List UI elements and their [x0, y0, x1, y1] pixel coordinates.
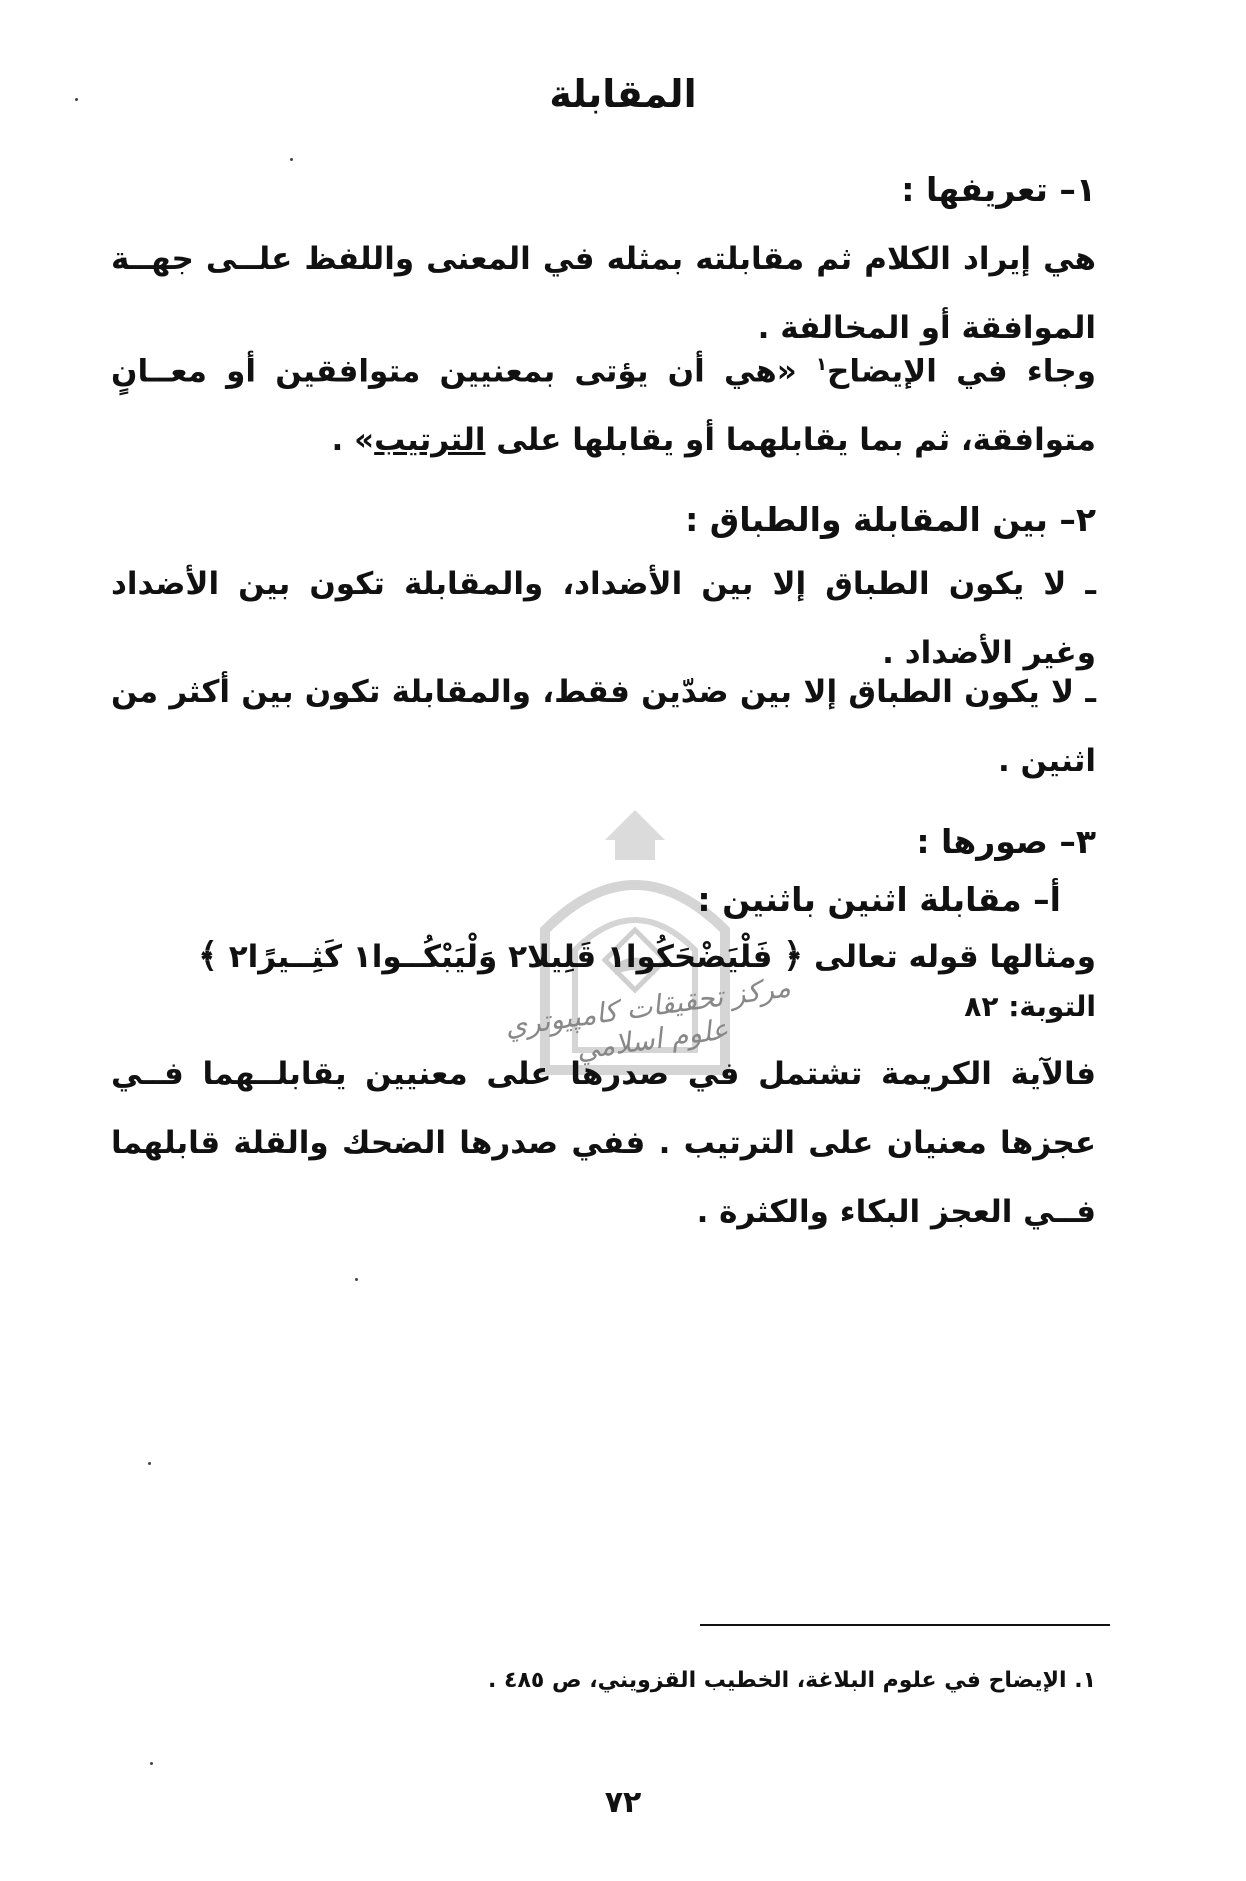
section-2-item-1: ـ لا يكون الطباق إلا بين الأضداد، والمقابلة تكون بين الأضداد وغير الأضداد .: [111, 566, 1096, 671]
scan-speck: [290, 158, 293, 161]
page-title: المقابلة: [549, 72, 697, 116]
watermark-text: مركز تحقيقات كامپيوتري علوم اسلامي: [502, 970, 793, 1067]
section-3-subheading: أ– مقابلة اثنين باثنين :: [697, 880, 1061, 919]
example-line: [198, 935, 1096, 976]
p2-intro: وجاء في الإيضاح: [827, 353, 1097, 390]
section-1-heading: ١– تعريفها :: [901, 170, 1096, 209]
section-2-item-2: ـ لا يكون الطباق إلا بين ضدّين فقط، والمقابلة تكون بين أكثر من اثنين .: [111, 674, 1096, 779]
section-1-paragraph-2: [111, 330, 1096, 475]
p2-end: » .: [331, 422, 375, 459]
section-3-heading: ٣– صورها :: [916, 822, 1096, 861]
footnote-ref: ١: [816, 354, 828, 375]
footnote: ١. الإيضاح في علوم البلاغة، الخطيب القزويني، ص ٤٨٥ .: [488, 1668, 1096, 1693]
verse-open-bracket: ﴿: [783, 936, 804, 976]
example-intro: ومثالها قوله تعالى: [813, 939, 1096, 975]
section-3-explanation: فالآية الكريمة تشتمل في صدرها على معنيين يقابلــهما فــي عجزها معنيان على الترتيب . ففي صدرها الضحك والقلة قابلهما فــي العجز البكاء والكثرة .: [111, 1056, 1096, 1230]
page-number: ٧٢: [604, 1785, 642, 1820]
scan-speck: [150, 1762, 153, 1765]
scan-speck: [355, 1278, 358, 1281]
quran-verse: فَلْيَضْحَكُوا١ قَلِيلا٢ وَلْيَبْكُــوا١ كَثِــيرًا٢: [228, 939, 773, 975]
section-2-heading: ٢– بين المقابلة والطباق :: [685, 500, 1096, 539]
p2-underlined-word: الترتيب: [374, 422, 486, 459]
p2-quote: «هي أن يؤتى بمعنيين متوافقين أو معــانٍ متوافقة، ثم بما يقابلهما أو يقابلها على: [111, 353, 1096, 459]
footnote-divider: [700, 1624, 1110, 1626]
section-1-paragraph-1: هي إيراد الكلام ثم مقابلته بمثله في المعنى واللفظ علــى جهــة الموافقة أو المخالفة .: [111, 241, 1096, 346]
scan-speck: [75, 98, 78, 101]
scan-speck: [148, 1462, 151, 1465]
verse-reference: التوبة: ٨٢: [964, 990, 1096, 1023]
verse-close-bracket: ﴾: [197, 936, 218, 976]
